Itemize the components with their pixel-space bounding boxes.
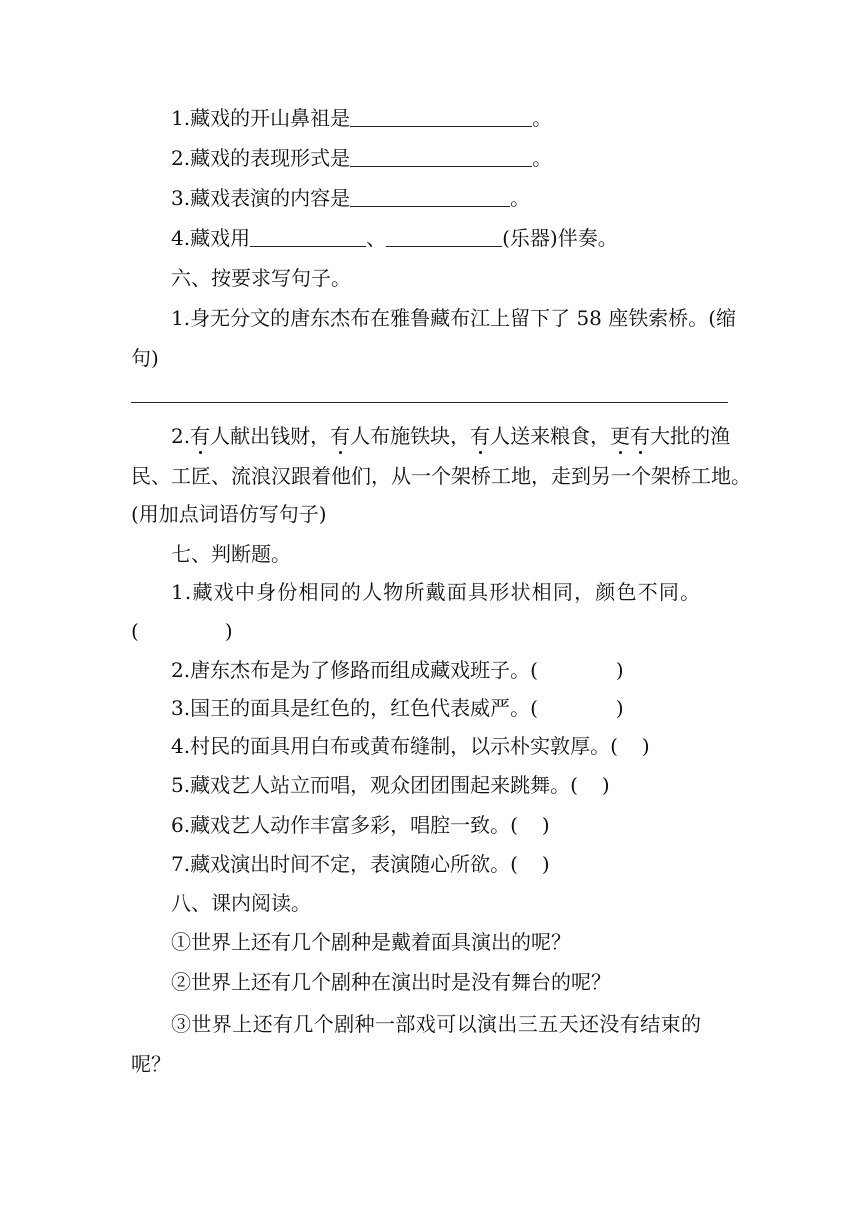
- fill-item-end: 。: [510, 186, 531, 210]
- dotted-word: 有: [630, 424, 651, 448]
- question-6-2-line1: [171, 424, 729, 448]
- answer-blank[interactable]: [350, 148, 532, 167]
- judge-item-5: [171, 773, 729, 797]
- answer-blank[interactable]: [350, 108, 532, 127]
- question-6-1-line1: 1.身无分文的唐东杰布在雅鲁藏布江上留下了 58 座铁索桥。(缩: [171, 306, 737, 330]
- fill-item-4: [171, 226, 729, 250]
- answer-blank[interactable]: [350, 188, 510, 207]
- fill-item-text: 3.藏戏表演的内容是: [171, 186, 351, 210]
- paren-close: ): [615, 658, 624, 682]
- fill-item-text: 4.藏戏用: [171, 226, 251, 250]
- judge-item-4: [171, 734, 729, 758]
- dotted-word: 有: [330, 424, 351, 448]
- paren-close: ): [224, 619, 233, 643]
- section-heading-7: 七、判断题。: [171, 542, 291, 566]
- judge-item-3: [171, 696, 729, 720]
- dotted-word: 更: [610, 424, 631, 448]
- answer-blank[interactable]: [386, 228, 502, 247]
- judge-text: 2.唐东杰布是为了修路而组成藏戏班子。(: [171, 658, 538, 682]
- fill-item-end: 。: [532, 146, 553, 170]
- fill-item-1: [171, 106, 729, 130]
- fill-item-end: 。: [532, 106, 553, 130]
- reading-paragraph-3-line1: ③世界上还有几个剧种一部戏可以演出三五天还没有结束的: [171, 1012, 702, 1036]
- judge-text: 4.村民的面具用白布或黄布缝制，以示朴实敦厚。(: [171, 734, 618, 758]
- paren-close: ): [541, 813, 550, 837]
- judge-item-6: [171, 813, 729, 837]
- fill-item-end: (乐器)伴奏。: [502, 226, 618, 250]
- paren-close: ): [615, 696, 624, 720]
- question-6-2-line3: (用加点词语仿写句子): [131, 502, 327, 526]
- judge-item-1-line2: [131, 619, 729, 643]
- judge-item-7: [171, 852, 729, 876]
- answer-blank[interactable]: [250, 228, 366, 247]
- reading-paragraph-3-line2: 呢？: [131, 1052, 171, 1076]
- sentence-text: 人送来粮食，: [490, 424, 611, 448]
- sentence-text: 人献出钱财，: [210, 424, 331, 448]
- paren-close: ): [641, 734, 650, 758]
- fill-item-text: 1.藏戏的开山鼻祖是: [171, 106, 351, 130]
- fill-item-sep: 、: [366, 226, 387, 250]
- judge-text: 7.藏戏演出时间不定，表演随心所欲。(: [171, 852, 518, 876]
- reading-paragraph-1: ①世界上还有几个剧种是戴着面具演出的呢？: [171, 930, 571, 954]
- dotted-word: 有: [190, 424, 211, 448]
- dotted-word: 有: [470, 424, 491, 448]
- paren-open: (: [131, 619, 139, 643]
- sentence-text: 人布施铁块，: [350, 424, 471, 448]
- section-heading-8: 八、课内阅读。: [171, 891, 311, 915]
- judge-text: 5.藏戏艺人站立而唱，观众团团围起来跳舞。(: [171, 773, 578, 797]
- answer-line[interactable]: [131, 402, 728, 403]
- fill-item-2: [171, 146, 729, 170]
- judge-item-1-line1: 1.藏戏中身份相同的人物所戴面具形状相同，颜色不同。: [171, 580, 702, 604]
- fill-item-3: [171, 186, 729, 210]
- judge-text: 6.藏戏艺人动作丰富多彩，唱腔一致。(: [171, 813, 518, 837]
- judge-item-2: [171, 658, 729, 682]
- paren-close: ): [601, 773, 610, 797]
- section-heading-6: 六、按要求写句子。: [171, 266, 351, 290]
- fill-item-text: 2.藏戏的表现形式是: [171, 146, 351, 170]
- question-6-2-line2: 民、工匠、流浪汉跟着他们，从一个架桥工地，走到另一个架桥工地。: [131, 464, 751, 488]
- q-number: 2.: [171, 424, 191, 448]
- paren-close: ): [541, 852, 550, 876]
- sentence-text: 大批的渔: [650, 424, 731, 448]
- question-6-1-line2: 句): [131, 346, 159, 370]
- reading-paragraph-2: ②世界上还有几个剧种在演出时是没有舞台的呢？: [171, 970, 611, 994]
- judge-text: 3.国王的面具是红色的，红色代表威严。(: [171, 696, 538, 720]
